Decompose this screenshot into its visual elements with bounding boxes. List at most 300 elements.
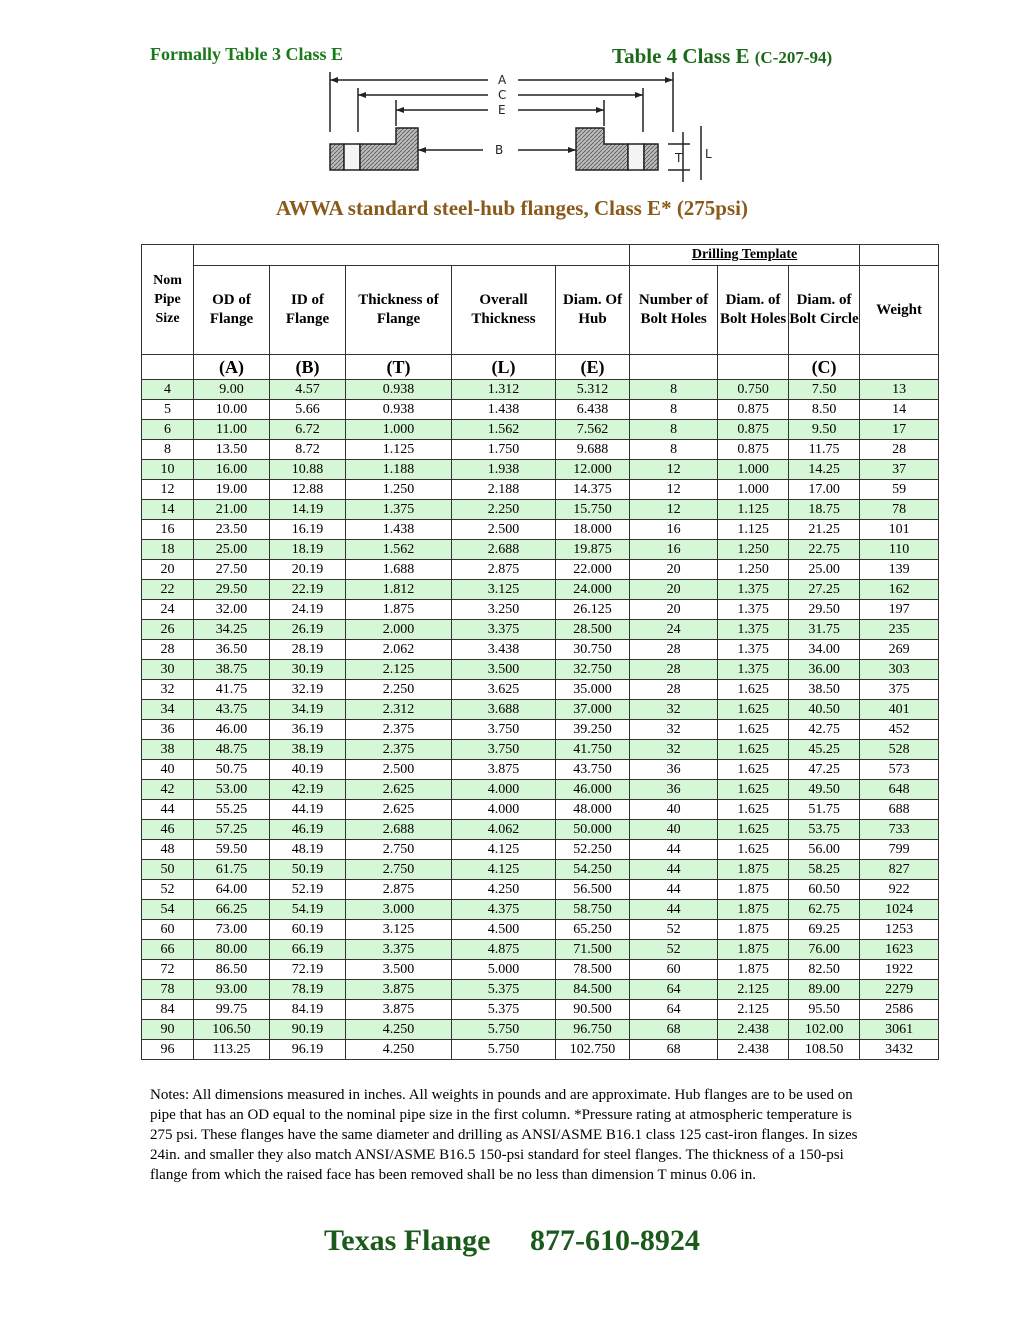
table-cell: 4.500 xyxy=(452,920,556,940)
table-cell: 41.75 xyxy=(194,680,270,700)
table-cell: 47.25 xyxy=(789,760,860,780)
table-cell: 27.50 xyxy=(194,560,270,580)
table-cell: 1.000 xyxy=(718,460,789,480)
table-cell: 0.875 xyxy=(718,400,789,420)
table-cell: 4.000 xyxy=(452,800,556,820)
table-cell: 44 xyxy=(630,900,718,920)
table-cell: 14.19 xyxy=(270,500,346,520)
table-cell: 401 xyxy=(860,700,939,720)
dim-label-t: T xyxy=(675,151,683,165)
table-cell: 24 xyxy=(630,620,718,640)
table-cell: 139 xyxy=(860,560,939,580)
table-cell: 34.00 xyxy=(789,640,860,660)
table-cell: 68 xyxy=(630,1040,718,1060)
table-cell: 36.00 xyxy=(789,660,860,680)
table-cell: 30.19 xyxy=(270,660,346,680)
table-cell: 32 xyxy=(630,720,718,740)
table-cell: 21.25 xyxy=(789,520,860,540)
table-cell: 43.750 xyxy=(556,760,630,780)
table-cell: 36 xyxy=(630,780,718,800)
table-cell: 12.88 xyxy=(270,480,346,500)
table-cell: 30.750 xyxy=(556,640,630,660)
table-cell: 90.19 xyxy=(270,1020,346,1040)
table-cell: 22.75 xyxy=(789,540,860,560)
table-cell: 65.250 xyxy=(556,920,630,940)
table-cell: 19.00 xyxy=(194,480,270,500)
table-cell: 69.25 xyxy=(789,920,860,940)
table-row xyxy=(142,560,939,580)
table-cell: 7.50 xyxy=(789,380,860,400)
table-title-code: (C-207-94) xyxy=(754,48,833,67)
table-cell: 15.750 xyxy=(556,500,630,520)
table-cell: 4.250 xyxy=(346,1020,452,1040)
table-row xyxy=(142,860,939,880)
dim-label-c: C xyxy=(498,88,507,102)
table-cell: 8.72 xyxy=(270,440,346,460)
table-cell: 38.50 xyxy=(789,680,860,700)
table-subtitle: AWWA standard steel-hub flanges, Class E* (275psi) xyxy=(276,196,748,220)
table-cell: 1.125 xyxy=(346,440,452,460)
table-cell: 3061 xyxy=(860,1020,939,1040)
table-row xyxy=(142,740,939,760)
col-header-bolt-hole-diameter: Diam. of Bolt Holes xyxy=(718,266,789,355)
table-cell: 108.50 xyxy=(789,1040,860,1060)
table-cell: 59 xyxy=(860,480,939,500)
table-cell: 64.00 xyxy=(194,880,270,900)
table-cell: 3.250 xyxy=(452,600,556,620)
table-cell: 1.375 xyxy=(718,600,789,620)
table-cell: 14 xyxy=(860,400,939,420)
table-cell: 9.688 xyxy=(556,440,630,460)
table-cell: 102.00 xyxy=(789,1020,860,1040)
table-row xyxy=(142,920,939,940)
table-row xyxy=(142,800,939,820)
table-cell: 76.00 xyxy=(789,940,860,960)
table-cell: 922 xyxy=(860,880,939,900)
table-cell: 46.19 xyxy=(270,820,346,840)
table-cell: 11.75 xyxy=(789,440,860,460)
table-cell: 35.000 xyxy=(556,680,630,700)
table-cell: 106.50 xyxy=(194,1020,270,1040)
table-cell: 0.938 xyxy=(346,400,452,420)
footer-contact xyxy=(0,1224,1024,1258)
table-cell: 452 xyxy=(860,720,939,740)
table-cell: 1.875 xyxy=(346,600,452,620)
table-cell: 1.188 xyxy=(346,460,452,480)
table-cell: 1.000 xyxy=(346,420,452,440)
table-cell: 45.25 xyxy=(789,740,860,760)
table-cell: 0.750 xyxy=(718,380,789,400)
table-cell: 2.500 xyxy=(452,520,556,540)
table-cell: 5.750 xyxy=(452,1020,556,1040)
table-cell: 2.312 xyxy=(346,700,452,720)
table-cell: 5.375 xyxy=(452,980,556,1000)
table-row xyxy=(142,400,939,420)
table-row xyxy=(142,1040,939,1060)
table-cell: 39.250 xyxy=(556,720,630,740)
table-cell: 1.375 xyxy=(718,580,789,600)
table-cell: 5.375 xyxy=(452,1000,556,1020)
table-cell: 4.375 xyxy=(452,900,556,920)
table-cell: 52.250 xyxy=(556,840,630,860)
col-header-bolt-hole-count: Number of Bolt Holes xyxy=(630,266,718,355)
table-cell: 1.875 xyxy=(718,960,789,980)
table-row xyxy=(142,600,939,620)
table-cell: 2.062 xyxy=(346,640,452,660)
table-cell: 78 xyxy=(142,980,194,1000)
table-cell: 72 xyxy=(142,960,194,980)
table-cell: 38 xyxy=(142,740,194,760)
table-cell: 13 xyxy=(860,380,939,400)
table-cell: 19.875 xyxy=(556,540,630,560)
letter-c: (C) xyxy=(789,355,860,380)
table-cell: 6.72 xyxy=(270,420,346,440)
table-cell: 54 xyxy=(142,900,194,920)
table-cell: 2.250 xyxy=(452,500,556,520)
table-row xyxy=(142,980,939,1000)
letter-a: (A) xyxy=(194,355,270,380)
table-cell: 78.500 xyxy=(556,960,630,980)
table-cell: 2.438 xyxy=(718,1020,789,1040)
table-cell: 10 xyxy=(142,460,194,480)
table-cell: 36.50 xyxy=(194,640,270,660)
table-cell: 4.062 xyxy=(452,820,556,840)
table-cell: 37.000 xyxy=(556,700,630,720)
col-header-bolt-circle-diameter: Diam. of Bolt Circle xyxy=(789,266,860,355)
table-cell: 3.875 xyxy=(452,760,556,780)
table-cell: 43.75 xyxy=(194,700,270,720)
table-cell: 8 xyxy=(630,380,718,400)
table-cell: 4.125 xyxy=(452,840,556,860)
table-cell: 14 xyxy=(142,500,194,520)
table-cell: 3.438 xyxy=(452,640,556,660)
table-cell: 61.75 xyxy=(194,860,270,880)
table-cell: 36 xyxy=(142,720,194,740)
table-cell: 60.19 xyxy=(270,920,346,940)
table-cell: 1.250 xyxy=(718,560,789,580)
table-title-main: Table 4 Class E xyxy=(612,44,750,68)
table-cell: 21.00 xyxy=(194,500,270,520)
drilling-template-header: Drilling Template xyxy=(630,245,860,266)
table-cell: 18 xyxy=(142,540,194,560)
table-cell: 16 xyxy=(142,520,194,540)
table-cell: 28 xyxy=(142,640,194,660)
table-cell: 2.188 xyxy=(452,480,556,500)
table-cell: 113.25 xyxy=(194,1040,270,1060)
table-cell: 375 xyxy=(860,680,939,700)
table-cell: 38.75 xyxy=(194,660,270,680)
table-cell: 1.250 xyxy=(346,480,452,500)
table-cell: 96.19 xyxy=(270,1040,346,1060)
table-cell: 1.875 xyxy=(718,880,789,900)
table-row xyxy=(142,680,939,700)
table-cell: 20.19 xyxy=(270,560,346,580)
table-cell: 32 xyxy=(142,680,194,700)
table-cell: 50.19 xyxy=(270,860,346,880)
table-cell: 42.75 xyxy=(789,720,860,740)
table-cell: 2.688 xyxy=(346,820,452,840)
table-cell: 68 xyxy=(630,1020,718,1040)
table-row xyxy=(142,420,939,440)
table-cell: 55.25 xyxy=(194,800,270,820)
table-cell: 48.75 xyxy=(194,740,270,760)
table-cell: 41.750 xyxy=(556,740,630,760)
dimension-letter-row xyxy=(142,355,939,380)
table-cell: 5.312 xyxy=(556,380,630,400)
table-row xyxy=(142,780,939,800)
table-cell: 44 xyxy=(630,880,718,900)
table-cell: 7.562 xyxy=(556,420,630,440)
table-row xyxy=(142,620,939,640)
table-cell: 1.000 xyxy=(718,480,789,500)
table-cell: 20 xyxy=(630,580,718,600)
table-cell: 16.19 xyxy=(270,520,346,540)
table-cell: 18.75 xyxy=(789,500,860,520)
table-cell: 3.625 xyxy=(452,680,556,700)
table-cell: 18.19 xyxy=(270,540,346,560)
table-cell: 40 xyxy=(142,760,194,780)
table-cell: 4.125 xyxy=(452,860,556,880)
table-cell: 1.375 xyxy=(346,500,452,520)
table-cell: 24.19 xyxy=(270,600,346,620)
table-cell: 57.25 xyxy=(194,820,270,840)
col-header-nom-pipe-size: Nom Pipe Size xyxy=(142,245,194,355)
table-cell: 4.000 xyxy=(452,780,556,800)
table-cell: 9.50 xyxy=(789,420,860,440)
table-cell: 38.19 xyxy=(270,740,346,760)
flange-cross-section-diagram xyxy=(318,70,718,188)
table-cell: 32 xyxy=(630,740,718,760)
table-cell: 1.688 xyxy=(346,560,452,580)
table-cell: 53.00 xyxy=(194,780,270,800)
table-row xyxy=(142,520,939,540)
table-cell: 56.500 xyxy=(556,880,630,900)
letter-t: (T) xyxy=(346,355,452,380)
table-cell: 2.125 xyxy=(718,1000,789,1020)
table-cell: 1.438 xyxy=(452,400,556,420)
table-cell: 27.25 xyxy=(789,580,860,600)
table-cell: 3.000 xyxy=(346,900,452,920)
table-cell: 52 xyxy=(142,880,194,900)
letter-l: (L) xyxy=(452,355,556,380)
table-cell: 8 xyxy=(630,400,718,420)
table-row xyxy=(142,500,939,520)
table-row xyxy=(142,1020,939,1040)
table-cell: 66 xyxy=(142,940,194,960)
table-cell: 197 xyxy=(860,600,939,620)
table-row xyxy=(142,720,939,740)
table-cell: 827 xyxy=(860,860,939,880)
table-cell: 1.625 xyxy=(718,680,789,700)
table-cell: 71.500 xyxy=(556,940,630,960)
table-cell: 84.500 xyxy=(556,980,630,1000)
table-cell: 1.875 xyxy=(718,920,789,940)
table-cell: 3.750 xyxy=(452,720,556,740)
table-cell: 24 xyxy=(142,600,194,620)
table-cell: 14.25 xyxy=(789,460,860,480)
table-cell: 2.375 xyxy=(346,740,452,760)
table-cell: 12 xyxy=(142,480,194,500)
table-cell: 0.938 xyxy=(346,380,452,400)
table-cell: 2.625 xyxy=(346,780,452,800)
table-cell: 52 xyxy=(630,920,718,940)
table-cell: 28 xyxy=(860,440,939,460)
table-cell: 52 xyxy=(630,940,718,960)
table-cell: 8.50 xyxy=(789,400,860,420)
table-cell: 72.19 xyxy=(270,960,346,980)
table-cell: 99.75 xyxy=(194,1000,270,1020)
table-cell: 44 xyxy=(630,860,718,880)
table-row xyxy=(142,960,939,980)
table-row xyxy=(142,380,939,400)
table-cell: 3.375 xyxy=(452,620,556,640)
col-header-overall-thickness: Overall Thickness xyxy=(452,266,556,355)
table-row xyxy=(142,1000,939,1020)
table-cell: 1.438 xyxy=(346,520,452,540)
table-cell: 1922 xyxy=(860,960,939,980)
table-cell: 1.125 xyxy=(718,500,789,520)
table-cell: 102.750 xyxy=(556,1040,630,1060)
table-cell: 1.625 xyxy=(718,780,789,800)
table-cell: 1.875 xyxy=(718,900,789,920)
table-cell: 40 xyxy=(630,820,718,840)
table-cell: 3.375 xyxy=(346,940,452,960)
table-cell: 22.19 xyxy=(270,580,346,600)
company-name: Texas Flange xyxy=(324,1224,491,1257)
table-cell: 5.66 xyxy=(270,400,346,420)
table-cell: 162 xyxy=(860,580,939,600)
table-row xyxy=(142,580,939,600)
table-cell: 16 xyxy=(630,520,718,540)
table-cell: 25.00 xyxy=(789,560,860,580)
table-cell: 2.750 xyxy=(346,860,452,880)
table-cell: 40.50 xyxy=(789,700,860,720)
table-cell: 16 xyxy=(630,540,718,560)
table-cell: 50.000 xyxy=(556,820,630,840)
table-cell: 3.125 xyxy=(452,580,556,600)
former-table-label: Formally Table 3 Class E xyxy=(150,44,344,64)
col-header-od: OD of Flange xyxy=(194,266,270,355)
table-cell: 42 xyxy=(142,780,194,800)
table-cell: 44.19 xyxy=(270,800,346,820)
table-cell: 50.75 xyxy=(194,760,270,780)
table-cell: 3.875 xyxy=(346,1000,452,1020)
table-cell: 44 xyxy=(142,800,194,820)
table-cell: 28 xyxy=(630,640,718,660)
table-cell: 13.50 xyxy=(194,440,270,460)
table-cell: 30 xyxy=(142,660,194,680)
table-row xyxy=(142,440,939,460)
table-cell: 32.750 xyxy=(556,660,630,680)
table-cell: 42.19 xyxy=(270,780,346,800)
table-cell: 2.500 xyxy=(346,760,452,780)
table-row xyxy=(142,640,939,660)
table-cell: 2.875 xyxy=(346,880,452,900)
table-cell: 303 xyxy=(860,660,939,680)
table-cell: 3.750 xyxy=(452,740,556,760)
table-cell: 0.875 xyxy=(718,420,789,440)
table-cell: 1.625 xyxy=(718,840,789,860)
table-cell: 28.500 xyxy=(556,620,630,640)
col-header-hub-diameter: Diam. Of Hub xyxy=(556,266,630,355)
table-cell: 66.19 xyxy=(270,940,346,960)
table-cell: 89.00 xyxy=(789,980,860,1000)
col-header-thickness: Thickness of Flange xyxy=(346,266,452,355)
table-cell: 528 xyxy=(860,740,939,760)
table-cell: 25.00 xyxy=(194,540,270,560)
letter-e: (E) xyxy=(556,355,630,380)
table-cell: 66.25 xyxy=(194,900,270,920)
table-row xyxy=(142,820,939,840)
table-cell: 48 xyxy=(142,840,194,860)
table-cell: 90.500 xyxy=(556,1000,630,1020)
table-cell: 4.57 xyxy=(270,380,346,400)
table-cell: 4 xyxy=(142,380,194,400)
table-cell: 24.000 xyxy=(556,580,630,600)
table-cell: 84 xyxy=(142,1000,194,1020)
table-cell: 3.500 xyxy=(346,960,452,980)
table-cell: 2.750 xyxy=(346,840,452,860)
table-cell: 5.750 xyxy=(452,1040,556,1060)
table-cell: 22.000 xyxy=(556,560,630,580)
table-cell: 1.750 xyxy=(452,440,556,460)
table-cell: 32 xyxy=(630,700,718,720)
table-cell: 2.375 xyxy=(346,720,452,740)
table-cell: 10.88 xyxy=(270,460,346,480)
table-cell: 40 xyxy=(630,800,718,820)
table-cell: 62.75 xyxy=(789,900,860,920)
table-cell: 1.812 xyxy=(346,580,452,600)
table-cell: 2.875 xyxy=(452,560,556,580)
table-cell: 1.625 xyxy=(718,800,789,820)
table-cell: 34.19 xyxy=(270,700,346,720)
table-cell: 14.375 xyxy=(556,480,630,500)
table-cell: 50 xyxy=(142,860,194,880)
table-cell: 46.000 xyxy=(556,780,630,800)
table-cell: 64 xyxy=(630,1000,718,1020)
table-cell: 73.00 xyxy=(194,920,270,940)
table-cell: 4.250 xyxy=(452,880,556,900)
table-cell: 269 xyxy=(860,640,939,660)
table-cell: 573 xyxy=(860,760,939,780)
table-cell: 18.000 xyxy=(556,520,630,540)
table-cell: 17.00 xyxy=(789,480,860,500)
table-cell: 1253 xyxy=(860,920,939,940)
table-cell: 53.75 xyxy=(789,820,860,840)
table-cell: 3432 xyxy=(860,1040,939,1060)
table-row xyxy=(142,540,939,560)
table-cell: 64 xyxy=(630,980,718,1000)
table-cell: 1.625 xyxy=(718,700,789,720)
table-cell: 58.750 xyxy=(556,900,630,920)
dim-label-a: A xyxy=(498,73,507,87)
table-cell: 60.50 xyxy=(789,880,860,900)
table-cell: 44 xyxy=(630,840,718,860)
table-cell: 12 xyxy=(630,480,718,500)
table-cell: 10.00 xyxy=(194,400,270,420)
table-cell: 12.000 xyxy=(556,460,630,480)
table-cell: 26.19 xyxy=(270,620,346,640)
table-cell: 4.875 xyxy=(452,940,556,960)
table-cell: 32.00 xyxy=(194,600,270,620)
table-cell: 28 xyxy=(630,660,718,680)
table-cell: 2.125 xyxy=(346,660,452,680)
flange-dimensions-table xyxy=(141,244,939,1060)
table-cell: 96.750 xyxy=(556,1020,630,1040)
table-row xyxy=(142,480,939,500)
table-cell: 11.00 xyxy=(194,420,270,440)
table-cell: 733 xyxy=(860,820,939,840)
